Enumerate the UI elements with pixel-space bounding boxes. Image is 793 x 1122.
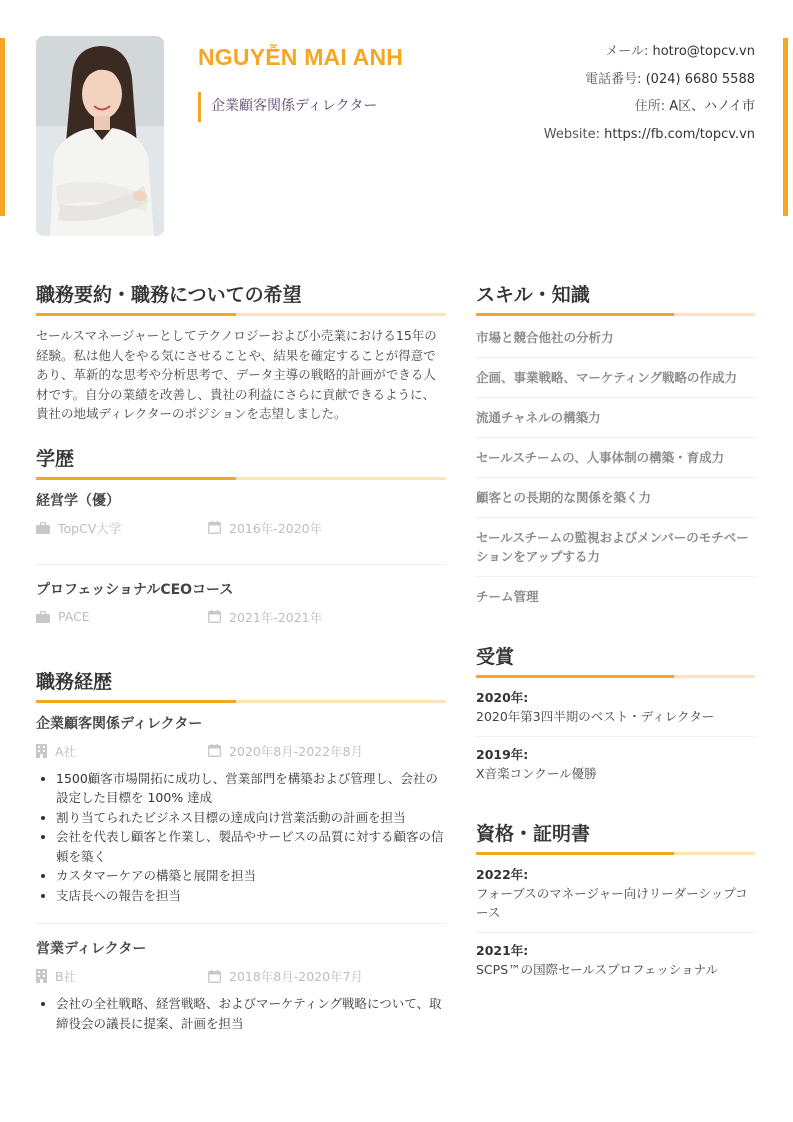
summary-heading: 職務要約・職務についての希望 [36,284,302,306]
company-name: B社 [55,969,77,984]
company-name: A社 [55,743,77,759]
contact-address: 住所: A区、ハノイ市 [634,99,755,114]
list-item: • 割り当てられたビジネス目標の達成向け営業活動の計画を担当 [56,808,446,828]
certificates-heading: 資格・証明書 [476,823,591,845]
calendar-icon [208,521,221,534]
contact-email: メール: hotro@topcv.vn [605,44,755,59]
award-description: 2020年第3四半期のベスト・ディレクター [476,707,755,737]
divider [36,923,446,924]
list-item: • カスタマーケアの構築と展開を担当 [56,866,446,886]
education-period: 2021年-2021年 [229,609,323,625]
section-underline [476,852,755,855]
section-underline [476,675,755,678]
section-underline [476,313,755,316]
skill-item: 流通チャネルの構築力 [476,398,755,438]
skill-item: セールスチームの監視およびメンバーのモチベーションをアップする力 [476,518,755,577]
section-underline [36,477,446,480]
experience-item [36,713,446,916]
award-year: 2020年: [476,690,529,705]
section-underline [36,700,446,703]
contact-phone: 電話番号: (024) 6680 5588 [585,71,755,87]
left-accent-bar [0,38,5,216]
certificate-year: 2022年: [476,867,529,882]
position-title: 企業顧客関係ディレクター [36,715,203,732]
skill-item: 企画、事業戦略、マーケティング戦略の作成力 [476,358,755,398]
responsibility-list [36,994,446,1033]
certificate-description: フォーブスのマネージャー向けリーダーシップコース [476,884,755,933]
school-name: PACE [58,609,90,624]
calendar-icon [208,970,221,983]
skills-heading: スキル・知識 [476,284,590,306]
experience-item [36,938,446,1043]
calendar-icon [208,610,221,623]
award-year: 2019年: [476,747,529,762]
website-link[interactable]: https://fb.com/topcv.vn [604,126,755,142]
position-title: 営業ディレクター [36,941,147,957]
education-heading: 学歴 [36,447,75,470]
certificate-description: SCPS™の国際セールスプロフェッショナル [476,962,719,977]
list-item: • 1500顧客市場開拓に成功し、営業部門を構築および管理し、会社の設定した目標を 100% 達成 [56,769,446,808]
contact-website: Website: https://fb.com/topcv.vn [543,126,755,142]
education-item [36,579,446,645]
employment-period: 2018年8月-2020年7月 [229,969,364,984]
section-underline [36,313,446,316]
experience-meta [36,741,446,761]
email-link[interactable]: hotro@topcv.vn [652,44,755,59]
education-period: 2016年-2020年 [229,520,323,536]
candidate-name: NGUYỄN MAI ANH [198,44,404,70]
list-item: • 会社の全社戦略、経営戦略、およびマーケティング戦略について、取締役会の議長に提案、計画を担当 [56,994,446,1033]
education-meta [36,518,446,538]
skill-item: 顧客との長期的な関係を築く力 [476,478,755,518]
summary-text: セールスマネージャーとしてテクノロジーおよび小売業における15年の経験。私は他人をやる気にさせることや、結果を確定することが得意であり、革新的な思考や分析思考で、データ主導の戦略的計画ができる人材です。自分の業績を改善し、貴社の利益にさらに貢献できるように、貴社の地域ディレクターのポジションを志望しました。 [36,328,437,421]
building-icon [36,744,47,758]
experience-meta [36,966,446,986]
contact-info [544,38,755,148]
education-item [36,490,446,556]
responsibility-list [36,769,446,906]
address-value: A区、ハノイ市 [669,99,755,114]
awards-heading: 受賞 [476,646,515,668]
phone-value: (024) 6680 5588 [645,71,755,87]
skill-item: チーム管理 [476,589,539,604]
education-meta [36,607,446,627]
skill-item: セールスチームの、人事体制の構築・育成力 [476,438,755,478]
job-title: 企業顧客関係ディレクター [198,92,377,122]
right-column [476,280,755,997]
profile-photo [36,36,164,236]
employment-period: 2020年8月-2022年8月 [229,743,364,759]
briefcase-icon [36,611,50,623]
skill-item: 市場と競合他社の分析力 [476,318,755,358]
experience-heading: 職務経歴 [36,670,113,693]
briefcase-icon [36,522,50,534]
calendar-icon [208,744,221,757]
list-item: • 支店長への報告を担当 [56,886,446,906]
list-item: • 会社を代表し顧客と作業し、製品やサービスの品質に対する顧客の信頼を築く [56,827,446,866]
award-description: X音楽コンクール優勝 [476,766,597,781]
divider [36,564,446,565]
left-column [36,280,446,1043]
degree-name: プロフェッショナルCEOコース [36,581,234,598]
school-name: TopCV大学 [58,520,122,536]
certificate-year: 2021年: [476,943,529,958]
right-accent-bar [783,38,788,216]
building-icon [36,969,47,983]
degree-name: 経営学（優） [36,492,120,509]
